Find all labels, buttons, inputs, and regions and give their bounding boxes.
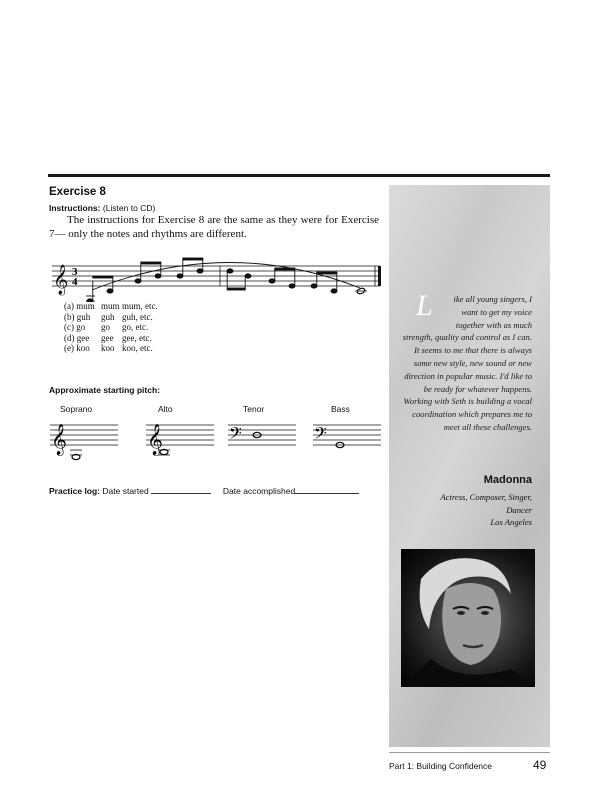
treble-clef-icon: 𝄞 (53, 265, 69, 295)
voice-alto: Alto (158, 404, 173, 414)
treble-clef-icon: 𝄞 (147, 424, 163, 455)
testimonial-quote (398, 289, 532, 434)
instructions-label: Instructions: (49, 203, 101, 213)
role-line: Los Angeles (490, 517, 532, 527)
quote-text: ike all young singers, I want to get my voice together with as much strength, quality and control as I can. It seems to me that there is always some new style, new sound or new direction in popular music. I'd like to be ready for whatever happens. Working with Seth is building a vocal coordination which prepares me to meet all these challenges. (402, 294, 532, 432)
page-number: 49 (533, 758, 547, 772)
instructions-note: (Listen to CD) (102, 203, 156, 213)
exercise-title: Exercise 8 (49, 186, 106, 198)
date-started-field[interactable] (151, 485, 211, 494)
testimonial-name: Madonna (483, 474, 532, 486)
exercise-staff (48, 244, 388, 302)
voice-tenor: Tenor (243, 404, 265, 414)
bass-clef-icon: 𝄢 (229, 423, 242, 447)
syllable-row: (b) guh guh guh, etc. (64, 311, 153, 322)
approx-pitch-label: Approximate starting pitch: (49, 385, 160, 395)
drop-cap: L (416, 289, 433, 322)
role-line: Dancer (506, 504, 532, 515)
date-started-label: Date started (102, 486, 149, 496)
practice-label: Practice log: (49, 486, 101, 496)
date-accomplished-field[interactable] (295, 485, 359, 494)
time-sig-bottom: 4 (72, 276, 78, 288)
syllable-row: (a) mum mum mum, etc. (64, 301, 158, 311)
testimonial-roles (398, 491, 532, 529)
bottom-rule (389, 752, 550, 753)
voice-soprano: Soprano (60, 404, 93, 414)
top-rule (48, 174, 550, 177)
syllable-row: (d) gee gee gee, etc. (64, 332, 152, 343)
syllable-list (64, 301, 158, 354)
syllable-row: (e) koo koo koo, etc. (64, 343, 153, 353)
instructions-paragraph: The instructions for Exercise 8 are the same as they were for Exercise 7— only the notes and rhythms are different. (49, 214, 379, 240)
footer-section: Part 1: Building Confidence (389, 761, 493, 771)
syllable-row: (c) go go go, etc. (64, 322, 149, 332)
starting-pitch-staves (48, 415, 388, 470)
time-sig-top: 3 (72, 266, 78, 278)
bass-clef-icon: 𝄢 (314, 423, 327, 447)
role-line: Actress, Composer, Singer, (440, 492, 532, 502)
instructions-line (49, 203, 155, 213)
practice-log (49, 485, 359, 496)
date-accomplished-label: Date accomplished (222, 486, 296, 496)
treble-clef-icon: 𝄞 (51, 424, 67, 455)
portrait-photo (401, 549, 535, 687)
voice-bass: Bass (331, 404, 350, 414)
